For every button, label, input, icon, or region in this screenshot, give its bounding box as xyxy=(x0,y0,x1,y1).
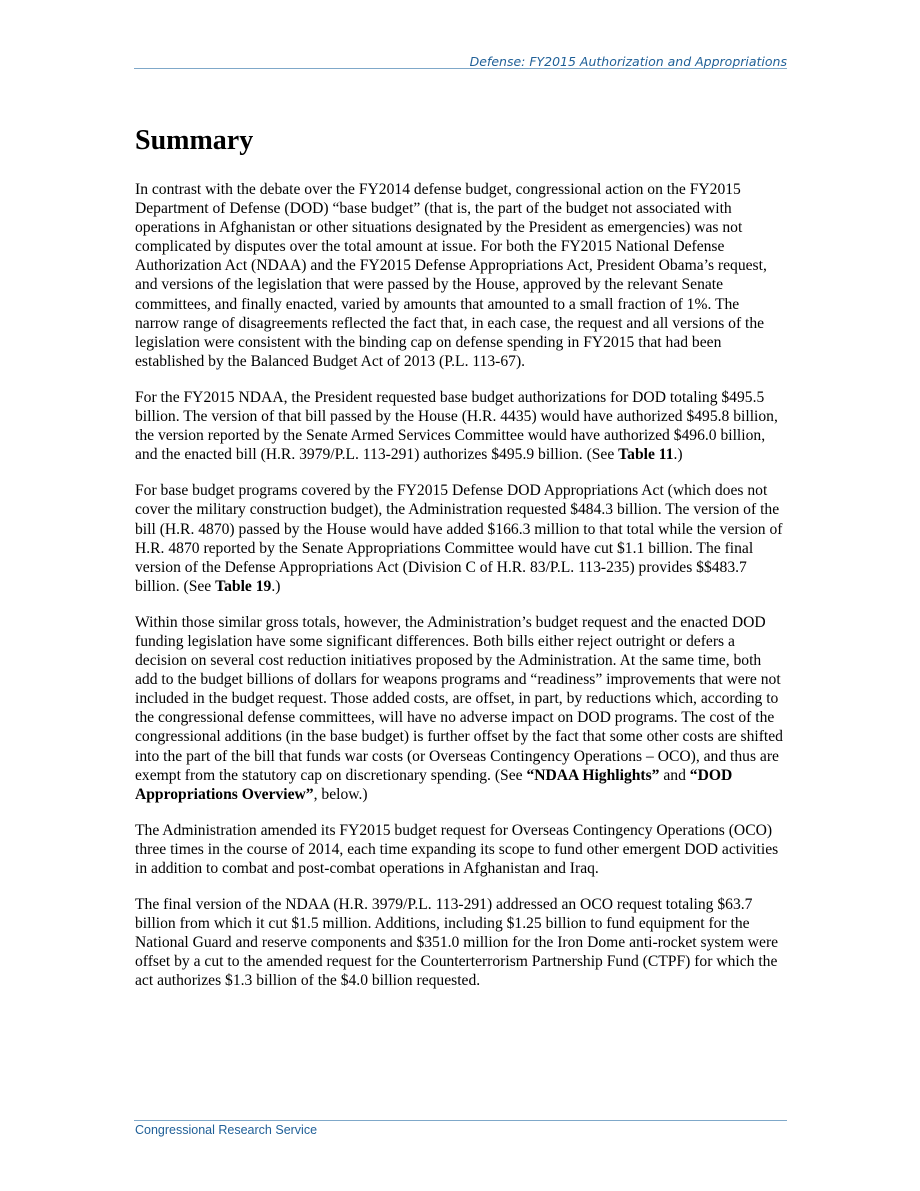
footer-organization: Congressional Research Service xyxy=(135,1123,318,1137)
table-11-reference[interactable]: Table 11 xyxy=(618,446,674,464)
document-body xyxy=(135,122,787,1008)
section-title: Summary xyxy=(135,125,254,156)
ndaa-highlights-reference[interactable]: “NDAA Highlights” xyxy=(526,766,660,784)
paragraph-6-text: The final version of the NDAA (H.R. 3979/P.L. 113-291) addressed an OCO request totaling $63.7 billion from which it cut $1.5 million. Additions, including $1.25 billion to fund equipment for the National Guard and reserve components and $351.0 million for the Iron Dome anti-rocket system were offset by a cut to the amended request for the Counterterrorism Partnership Fund (CTPF) for which the act authorizes $1.3 billion of the $4.0 billion requested. xyxy=(135,896,779,990)
paragraph-4 xyxy=(135,613,787,804)
footer-divider xyxy=(134,1120,787,1121)
paragraph-3 xyxy=(135,481,787,596)
paragraph-3-text: For base budget programs covered by the FY2015 Defense DOD Appropriations Act (which does not cover the military construction budget), the Administration requested $484.3 billion. The version of the bill (H.R. 4870) passed by the House would have added $166.3 million to that total while the version of H.R. 4870 reported by the Senate Appropriations Committee would have cut $1.1 billion. The final version of the Defense Appropriations Act (Division C of H.R. 83/P.L. 113-235) provides $$483.7 billion. (See xyxy=(135,482,783,595)
paragraph-4-text: Within those similar gross totals, however, the Administration’s budget request and the enacted DOD funding legislation have some significant differences. Both bills either reject outright or defers a decision on several cost reduction initiatives proposed by the Administration. At the same time, both add to the budget billions of dollars for weapons programs and “readiness” improvements that were not included in the budget request. Those added costs, are offset, in part, by reductions which, according to the congressional defense committees, will have no adverse impact on DOD programs. The cost of the congressional additions (in the base budget) is further offset by the fact that some other costs are shifted into the part of the bill that funds war costs (or Overseas Contingency Operations – OCO), and thus are exempt from the statutory cap on discretionary spending. (See xyxy=(135,613,783,784)
paragraph-2-text: For the FY2015 NDAA, the President requested base budget authorizations for DOD totaling $495.5 billion. The version of that bill passed by the House (H.R. 4435) would have authorized $495.8 billion, the version reported by the Senate Armed Services Committee would have authorized $496.0 billion, and the enacted bill (H.R. 3979/P.L. 113-291) authorizes $495.9 billion. (See xyxy=(135,388,778,464)
paragraph-3-end: .) xyxy=(271,577,281,595)
paragraph-5-text: The Administration amended its FY2015 budget request for Overseas Contingency Operations (OCO) three times in the course of 2014, each time expanding its scope to fund other emergent DOD activities in addition to combat and post-combat operations in Afghanistan and Iraq. xyxy=(135,821,779,877)
paragraph-4-mid: and xyxy=(659,766,690,784)
table-19-reference[interactable]: Table 19 xyxy=(215,577,272,595)
paragraph-1 xyxy=(135,180,787,371)
paragraph-1-text: In contrast with the debate over the FY2014 defense budget, congressional action on the FY2015 Department of Defense (DOD) “base budget” (that is, the part of the budget not associated with operations in Afghanistan or other situations designated by the President as emergencies) was not complicated by disputes over the total amount at issue. For both the FY2015 National Defense Authorization Act (NDAA) and the FY2015 Defense Appropriations Act, President Obama’s request, and versions of the legislation that were passed by the House, approved by the relevant Senate committees, and finally enacted, varied by amounts that amounted to a small fraction of 1%. The narrow range of disagreements reflected the fact that, in each case, the request and all versions of the legislation were consistent with the binding cap on defense spending in FY2015 that had been established by the Balanced Budget Act of 2013 (P.L. 113-67). xyxy=(135,181,767,370)
paragraph-5 xyxy=(135,821,787,878)
running-header: Defense: FY2015 Authorization and Appropriations xyxy=(469,54,787,69)
header-divider xyxy=(134,68,787,69)
paragraph-2 xyxy=(135,388,787,464)
paragraph-2-end: .) xyxy=(673,446,683,464)
dod-appropriations-overview-reference[interactable]: “DOD Appropriations Overview” xyxy=(135,766,733,803)
paragraph-6 xyxy=(135,895,787,990)
paragraph-4-end: , below.) xyxy=(313,785,368,803)
